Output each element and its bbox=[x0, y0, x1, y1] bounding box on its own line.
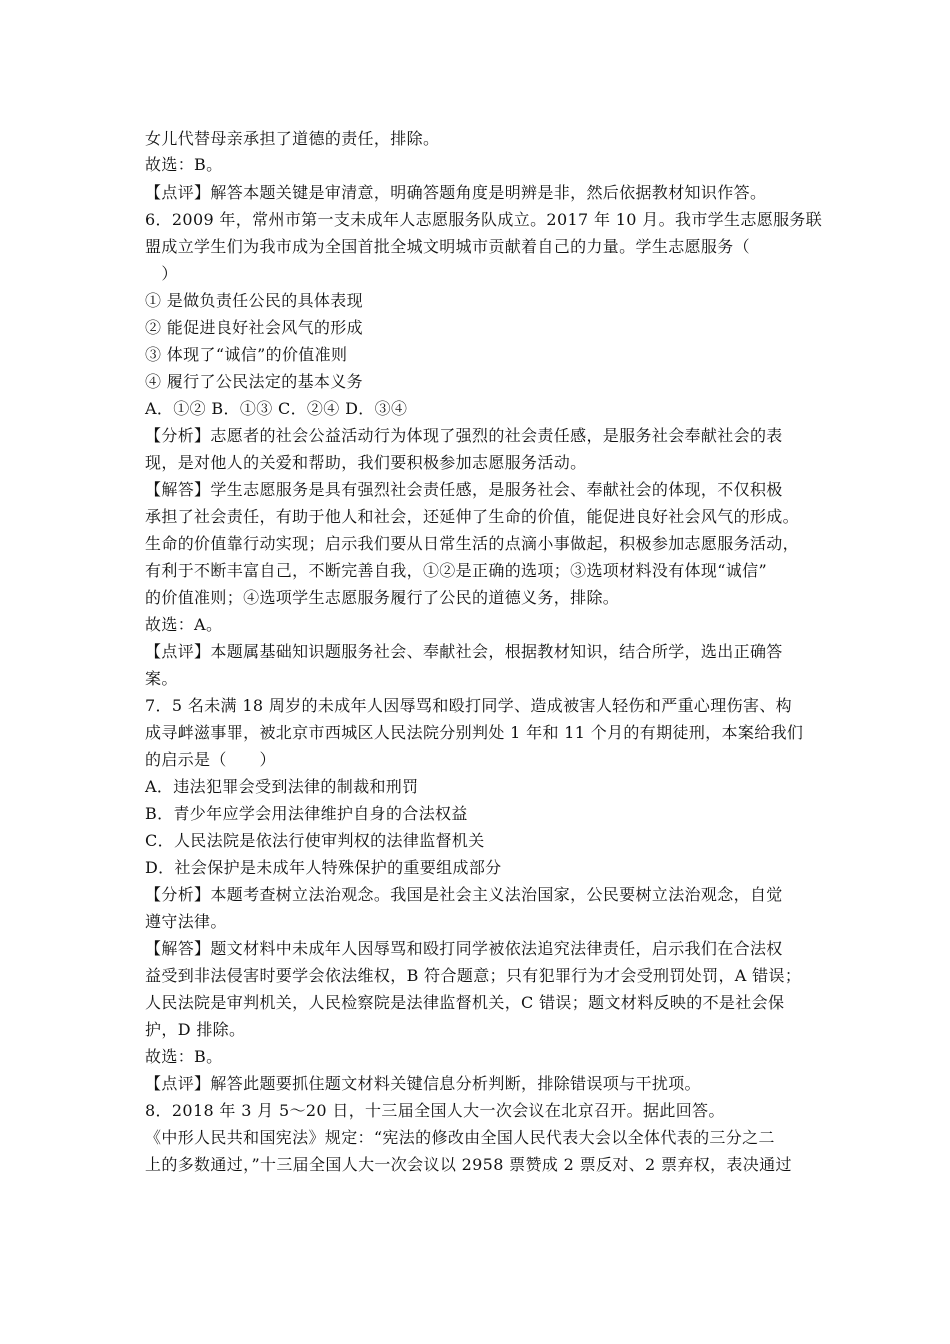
option-line: A．违法犯罪会受到法律的制裁和刑罚 bbox=[145, 777, 419, 796]
answer-line: 故选：A。 bbox=[145, 615, 223, 634]
option-line: ④ 履行了公民法定的基本义务 bbox=[145, 372, 363, 391]
comment-line: 【点评】解答此题要抓住题文材料关键信息分析判断，排除错误项与干扰项。 bbox=[145, 1074, 701, 1093]
answer-blank: ） bbox=[145, 264, 178, 283]
option-line: ③ 体现了“诚信”的价值准则 bbox=[145, 345, 348, 364]
option-line: ② 能促进良好社会风气的形成 bbox=[145, 318, 363, 337]
analysis-line: 【分析】志愿者的社会公益活动行为体现了强烈的社会责任感，是服务社会奉献社会的表 bbox=[145, 426, 783, 445]
option-line: D．社会保护是未成年人特殊保护的重要组成部分 bbox=[145, 858, 502, 877]
question-8-stem: 8．2018 年 3 月 5～20 日，十三届全国人大一次会议在北京召开。据此回答。 bbox=[145, 1101, 725, 1120]
text-line: 《中形人民共和国宪法》规定：“宪法的修改由全国人民代表大会以全体代表的三分之二 bbox=[145, 1128, 775, 1147]
question-7-stem: 7．5 名未满 18 周岁的未成年人因辱骂和殴打同学、造成被害人轻伤和严重心理伤害、构 bbox=[145, 696, 793, 715]
choices-line: A．①② B．①③ C．②④ D．③④ bbox=[145, 399, 408, 418]
text-line: 盟成立学生们为我市成为全国首批全城文明城市贡献着自己的力量。学生志愿服务（ bbox=[145, 237, 750, 256]
text-line: 生命的价值靠行动实现；启示我们要从日常生活的点滴小事做起，积极参加志愿服务活动， bbox=[145, 534, 800, 553]
text-line: 上的多数通过，”十三届全国人大一次会议以 2958 票赞成 2 票反对、2 票弃权，表决通过 bbox=[145, 1155, 792, 1174]
solution-line: 【解答】学生志愿服务是具有强烈社会责任感，是服务社会、奉献社会的体现，不仅积极 bbox=[145, 480, 783, 499]
text-line: 人民法院是审判机关，人民检察院是法律监督机关，C 错误；题文材料反映的不是社会保 bbox=[145, 993, 785, 1012]
comment-line: 【点评】本题属基础知识题服务社会、奉献社会，根据教材知识，结合所学，选出正确答 bbox=[145, 642, 783, 661]
option-line: C．人民法院是依法行使审判权的法律监督机关 bbox=[145, 831, 485, 850]
text-line: 案。 bbox=[145, 669, 178, 688]
text-line: 现，是对他人的关爱和帮助，我们要积极参加志愿服务活动。 bbox=[145, 453, 587, 472]
question-6-stem: 6．2009 年，常州市第一支未成年人志愿服务队成立。2017 年 10 月。我市学生志愿服务联 bbox=[145, 210, 823, 229]
option-line: ① 是做负责任公民的具体表现 bbox=[145, 291, 363, 310]
option-line: B．青少年应学会用法律维护自身的合法权益 bbox=[145, 804, 468, 823]
text-line: 的启示是（ ） bbox=[145, 750, 276, 769]
text-line: 的价值准则；④选项学生志愿服务履行了公民的道德义务，排除。 bbox=[145, 588, 620, 607]
solution-line: 【解答】题文材料中未成年人因辱骂和殴打同学被依法追究法律责任，启示我们在合法权 bbox=[145, 939, 783, 958]
text-line: 成寻衅滋事罪，被北京市西城区人民法院分别判处 1 年和 11 个月的有期徒刑，本案给我们 bbox=[145, 723, 804, 742]
text-line: 女儿代替母亲承担了道德的责任，排除。 bbox=[145, 129, 440, 148]
text-line: 遵守法律。 bbox=[145, 912, 227, 931]
text-line: 【点评】解答本题关键是审清意，明确答题角度是明辨是非，然后依据教材知识作答。 bbox=[145, 183, 767, 202]
answer-line: 故选：B。 bbox=[145, 1047, 223, 1066]
text-line: 故选：B。 bbox=[145, 155, 223, 174]
text-line: 益受到非法侵害时要学会依法维权，B 符合题意；只有犯罪行为才会受刑罚处罚，A 错误； bbox=[145, 966, 802, 985]
text-line: 承担了社会责任，有助于他人和社会，还延伸了生命的价值，能促进良好社会风气的形成。 bbox=[145, 507, 800, 526]
text-line: 护，D 排除。 bbox=[145, 1020, 246, 1039]
text-line: 有利于不断丰富自己，不断完善自我，①②是正确的选项；③选项材料没有体现“诚信” bbox=[145, 561, 768, 580]
analysis-line: 【分析】本题考查树立法治观念。我国是社会主义法治国家，公民要树立法治观念，自觉 bbox=[145, 885, 783, 904]
